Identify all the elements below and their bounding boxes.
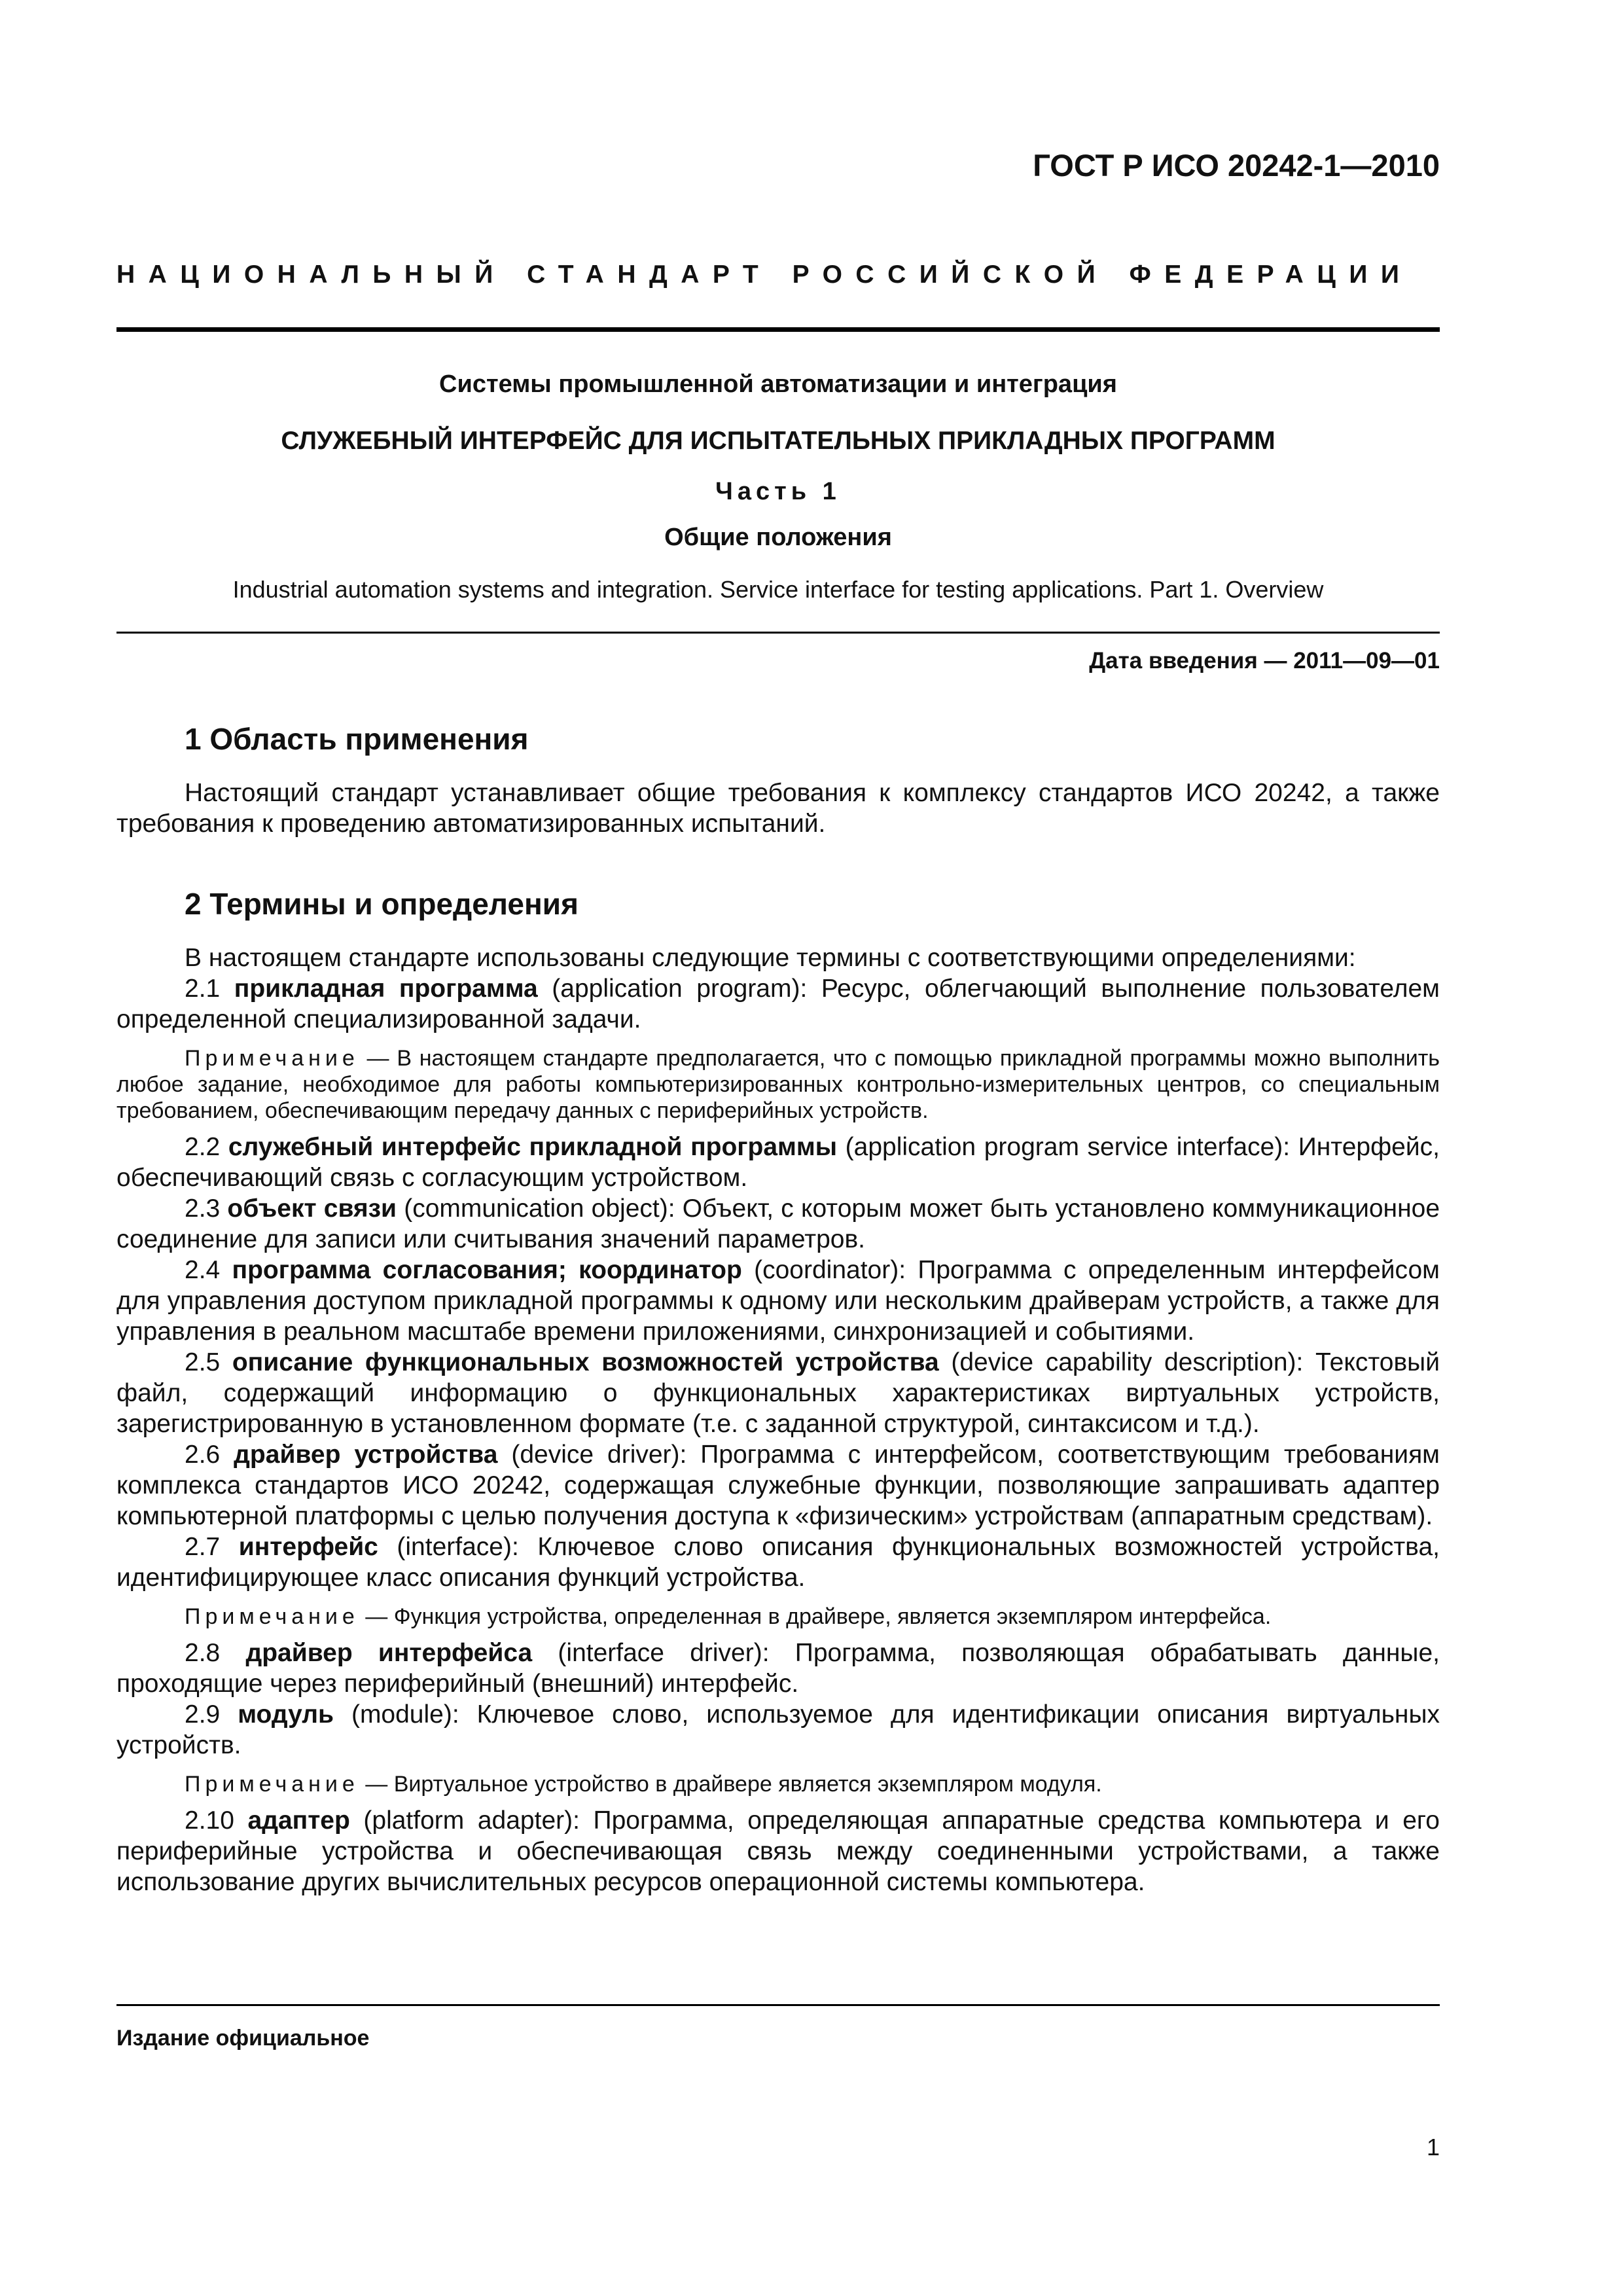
term-2-7: 2.7 интерфейс (interface): Ключевое слово описания функциональных возможностей устройства, идентифицирующее класс описания функций устройства.	[116, 1533, 1440, 1592]
part-title: Часть 1	[715, 478, 841, 505]
section-1-heading: 1 Область применения	[185, 722, 529, 756]
header-rule	[116, 327, 1440, 332]
footer-rule	[116, 2004, 1440, 2006]
term-2-9: 2.9 модуль (module): Ключевое слово, используемое для идентификации описания виртуальных устройств.	[116, 1700, 1440, 1759]
subtitle: Общие положения	[664, 524, 892, 551]
note-2-1: Примечание — В настоящем стандарте предполагается, что с помощью прикладной программы можно выполнить любое задание, необходимое для работы компьютеризированных контрольно-измерительных центров, со специальным требованием, обеспечивающим передачу данных с периферийных устройств.	[116, 1046, 1440, 1123]
title-rule	[116, 632, 1440, 634]
section-2-intro: В настоящем стандарте использованы следующие термины с соответствующими определениями:	[185, 944, 1356, 972]
term-2-6: 2.6 драйвер устройства (device driver): Программа с интерфейсом, соответствующим требованиям комплекса стандартов ИСО 20242, содержащая служебные функции, позволяющие запрашивать адаптер компьютерной платформы с целью получения доступа к «физическим» устройствам (аппаратным средствам).	[116, 1441, 1440, 1530]
section-1-paragraph: Настоящий стандарт устанавливает общие требования к комплексу стандартов ИСО 20242, а также требования к проведению автоматизированных испытаний.	[116, 779, 1440, 838]
term-2-8: 2.8 драйвер интерфейса (interface driver): Программа, позволяющая обрабатывать данные, проходящие через периферийный (внешний) интерфейс.	[116, 1639, 1440, 1698]
term-2-4: 2.4 программа согласования; координатор (coordinator): Программа с определенным интерфейсом для управления доступом прикладной программы к одному или нескольким драйверам устройств, а также для управления в реальном масштабе времени приложениями, синхронизацией и событиями.	[116, 1256, 1440, 1346]
term-2-2: 2.2 служебный интерфейс прикладной программы (application program service interface): Интерфейс, обеспечивающий связь с согласующим устройством.	[116, 1133, 1440, 1192]
note-2-7: Примечание — Функция устройства, определенная в драйвере, является экземпляром интерфейса.	[185, 1604, 1272, 1629]
section-2-body	[116, 942, 1440, 1897]
english-title: Industrial automation systems and integration. Service interface for testing applications. Part 1. Overview	[232, 576, 1324, 603]
term-2-10: 2.10 адаптер (platform adapter): Программа, определяющая аппаратные средства компьютера и его периферийные устройства и обеспечивающая связь между соединенными устройствами, а также использование других вычислительных ресурсов операционной системы компьютера.	[116, 1806, 1440, 1896]
introduction-date: Дата введения — 2011—09—01	[1089, 648, 1440, 673]
term-2-3: 2.3 объект связи (communication object): Объект, с которым может быть установлено коммуникационное соединение для записи или считывания значений параметров.	[116, 1194, 1440, 1253]
note-2-9: Примечание — Виртуальное устройство в драйвере является экземпляром модуля.	[185, 1772, 1102, 1797]
term-2-5: 2.5 описание функциональных возможностей устройства (device capability description): Текстовый файл, содержащий информацию о функциональных характеристиках виртуальных устройств, зарегистрированную в установленном формате (т.е. с заданной структурой, синтаксисом и т.д.).	[116, 1348, 1440, 1438]
section-1-body	[116, 778, 1440, 839]
standard-designation: ГОСТ Р ИСО 20242-1—2010	[1033, 148, 1440, 183]
term-2-1: 2.1 прикладная программа (application program): Ресурс, облегчающий выполнение пользователем определенной специализированной задачи.	[116, 975, 1440, 1033]
page-number: 1	[1426, 2134, 1440, 2161]
main-title: СЛУЖЕБНЫЙ ИНТЕРФЕЙС ДЛЯ ИСПЫТАТЕЛЬНЫХ ПРИКЛАДНЫХ ПРОГРАММ	[281, 427, 1275, 455]
series-title: Системы промышленной автоматизации и интеграция	[439, 370, 1117, 398]
official-edition-label: Издание официальное	[116, 2026, 370, 2051]
section-2-heading: 2 Термины и определения	[185, 887, 579, 921]
national-standard-banner: НАЦИОНАЛЬНЫЙ СТАНДАРТ РОССИЙСКОЙ ФЕДЕРАЦИИ	[116, 260, 1413, 289]
